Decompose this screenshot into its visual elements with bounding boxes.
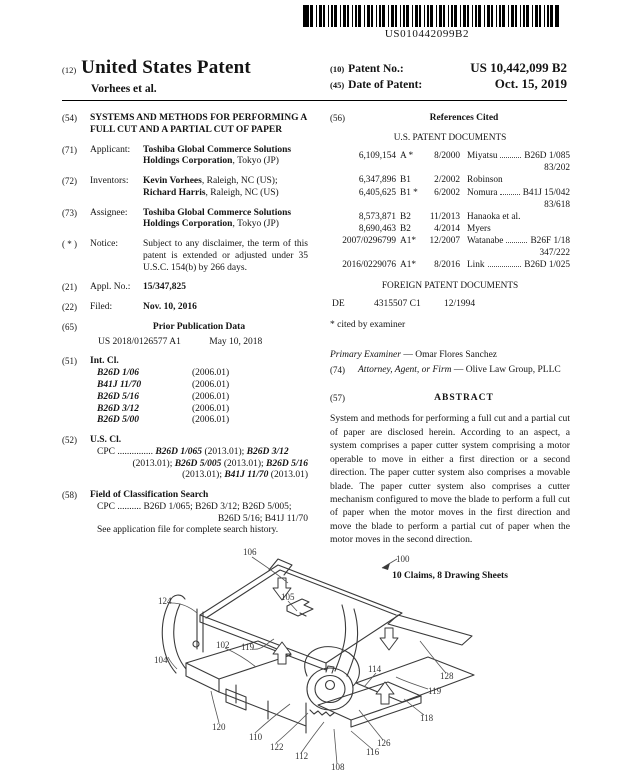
applicant-value: Toshiba Global Commerce Solutions Holdings Corporation, Tokyo (JP) [143,144,292,167]
figure-ref-label: 124 [158,596,172,606]
section-57-abstract: (57) ABSTRACT [330,393,570,405]
figure-ref-label: 114 [368,664,382,674]
publication-number: US 2018/0126577 A1 [98,336,181,347]
references-cited-heading: References Cited [429,113,499,123]
applicant-label: Applicant: [90,144,131,155]
inventor-entry: Kevin Vorhees, Raleigh, NC (US); [143,176,278,187]
figure-ref-label: 116 [366,747,380,757]
invention-title: SYSTEMS AND METHODS FOR PERFORMING A FULL CUT AND A PARTIAL CUT OF PAPER [90,113,307,135]
field-search-heading: Field of Classification Search [90,490,209,501]
barcode [303,5,559,27]
intcl-row: B26D 5/16 (2006.01) [97,391,230,402]
cpc-line: (2013.01); B26D 5/005 (2013.01); B26D 5/16 [132,458,308,469]
foreign-patent-documents-heading: FOREIGN PATENT DOCUMENTS [381,281,519,292]
reference-row: 8,690,463 B2 4/2014 Myers [358,223,491,234]
intcl-rows [90,368,308,427]
inventor-line: Vorhees et al. [91,83,157,95]
primary-examiner-line [330,350,570,362]
inventors-label: Inventors: [90,176,129,187]
cutter-mechanism-drawing [140,543,504,775]
attorney-line: (74) Attorney, Agent, or Firm — Olive Law Group, PLLC [330,364,561,375]
section-51-int-cl: (51) Int. Cl. B26D 1/06 (2006.01) B41J 11/70 (2006.01) B26D 5/16 (2006.01) B26D 3/12 (2006.01) B26D 5/00 (2006.01) [62,356,308,427]
section-notice: ( * ) Notice: Subject to any disclaimer, the term of this patent is extended or adjusted under 35 U.S.C. 154(b) by 266 days. [62,239,308,273]
appl-no-label: Appl. No.: [90,282,131,293]
figure-ref-label: 100 [396,554,410,564]
figure-ref-label: 112 [295,751,309,761]
section-54-title: (54) SYSTEMS AND METHODS FOR PERFORMING A FULL CUT AND A PARTIAL CUT OF PAPER [62,113,307,135]
us-cl-heading: U.S. Cl. [90,435,122,446]
date-paren: (45) [330,80,345,91]
patent-no-label: Patent No.: [348,63,404,75]
primary-examiner-value: — Omar Flores Sanchez [403,350,498,361]
section-71-applicant: (71) Applicant: Toshiba Global Commerce Solutions Holdings Corporation, Tokyo (JP) [62,145,308,169]
section-58-field-of-search: (58) Field of Classification Search CPC .......... B26D 1/065; B26D 3/12; B26D 5/005; B26D 5/16; B41J 11/70 See application file for complete search history. [62,490,308,536]
figure-ref-label: 128 [440,671,454,681]
int-cl-heading: Int. Cl. [90,356,119,367]
right-column [330,113,570,582]
intcl-row: B26D 3/12 (2006.01) [97,403,230,414]
page-title: United States Patent [81,57,251,78]
patent-header-meta [330,60,567,93]
figure-ref-label: 122 [270,742,284,752]
intcl-row: B26D 1/06 (2006.01) [97,368,230,379]
section-73-assignee: (73) Assignee: Toshiba Global Commerce Solutions Holdings Corporation, Tokyo (JP) [62,208,308,232]
patent-number-row [330,60,567,76]
foreign-date: 12/1994 [444,298,476,309]
reference-continuation: 347/222 [539,247,570,258]
figure-ref-label: 110 [249,732,263,742]
reference-row: 6,109,154 A * 8/2000 Miyatsu B26D 1/085 [358,151,570,162]
cited-by-examiner-note: * cited by examiner [330,320,406,331]
filed-label: Filed: [90,302,113,313]
section-21-appl-no: (21) Appl. No.: 15/347,825 [62,282,308,294]
leader-lines [168,557,446,764]
figure-ref-label: 102 [216,640,230,650]
filed-value: Nov. 10, 2016 [143,302,197,313]
notice-label: Notice: [90,239,118,250]
reference-row: 6,347,896 B1 2/2002 Robinson [358,175,503,186]
search-history-note: See application file for complete search history. [97,525,279,536]
assignee-value: Toshiba Global Commerce Solutions Holdings Corporation, Tokyo (JP) [143,207,292,230]
inventor-entry: Richard Harris, Raleigh, NC (US) [143,187,279,198]
section-65-prior-publication: (65) Prior Publication Data US 2018/0126577 A1 May 10, 2018 [62,322,308,349]
header-divider [62,100,567,101]
figure-ref-label: 118 [420,713,434,723]
foreign-reference-row [332,299,570,311]
assignee-label: Assignee: [90,207,128,218]
attorney-label: Attorney, Agent, or Firm [358,364,452,375]
appl-no-value: 15/347,825 [143,282,187,293]
figure-ref-label: 119 [241,642,255,652]
cpc-line: CPC ............... B26D 1/065 (2013.01); B26D 3/12 [97,446,289,457]
intcl-row: B26D 5/00 (2006.01) [97,415,230,426]
prior-publication-heading: Prior Publication Data [152,321,246,332]
notice-text: Subject to any disclaimer, the term of this patent is extended or adjusted under 35 U.S.C. 154(b) by 266 days. [143,239,308,273]
date-value: Oct. 15, 2019 [494,76,567,92]
search-cpc-line: B26D 5/16; B41J 11/70 [217,513,308,524]
section-52-us-cl: (52) U.S. Cl. CPC ............... B26D 1/065 (2013.01); B26D 3/12 (2013.01); B26D 5/005 (2013.01); B26D 5/16 (2013.01); B41J 11/70 (2013.01) [62,435,308,481]
figure-ref-label: 104 [154,655,168,665]
abstract-heading: ABSTRACT [434,392,494,403]
barcode-number: US010442099B2 [384,28,470,40]
section-56-references: (56) References Cited [330,113,570,125]
figure-ref-label: 105 [281,592,295,602]
patent-no-paren: (10) [330,64,345,74]
section-72-inventors: (72) Inventors: Kevin Vorhees, Raleigh, NC (US); Richard Harris, Raleigh, NC (US) [62,176,308,200]
patent-drawing-figure [140,543,504,775]
reference-row: 6,405,625 B1 * 6/2002 Nomura B41J 15/042 [358,187,570,198]
primary-examiner-label: Primary Examiner [330,350,401,361]
reference-row: 2007/0296799 A1* 12/2007 Watanabe B26F 1/18 [342,235,570,246]
us-patent-rows [330,150,570,271]
publication-date: May 10, 2018 [209,336,263,347]
reference-continuation: 83/618 [544,199,570,210]
cpc-line: (2013.01); B41J 11/70 (2013.01) [182,470,308,481]
us-patent-documents-heading: U.S. PATENT DOCUMENTS [393,132,507,143]
reference-continuation: 83/202 [544,163,570,174]
patent-date-row [330,76,567,92]
intcl-row: B41J 11/70 (2006.01) [97,380,230,391]
figure-ref-label: 126 [377,738,391,748]
foreign-country: DE [332,298,345,309]
figure-ref-label: 119 [428,686,442,696]
claims-sheets-line: 10 Claims, 8 Drawing Sheets [392,570,508,581]
left-column [62,113,308,545]
reference-row: 2016/0229076 A1* 8/2016 Link B26D 1/025 [342,259,570,270]
attorney-value: — Olive Law Group, PLLC [453,364,561,375]
foreign-number: 4315507 C1 [374,298,421,309]
section-22-filed: (22) Filed: Nov. 10, 2016 [62,302,308,314]
figure-ref-label: 120 [212,722,226,732]
figure-arrowhead [382,563,390,570]
date-label: Date of Patent: [348,79,423,92]
search-cpc-line: CPC .......... B26D 1/065; B26D 3/12; B26D 5/005; [97,501,292,512]
kind-code-paren: (12) [62,65,77,75]
figure-ref-label: 106 [243,547,257,557]
patent-header-title [62,56,251,80]
figure-ref-label: 108 [331,762,345,772]
reference-row: 8,573,871 B2 11/2013 Hanaoka et al. [358,211,521,222]
patent-no-value: US 10,442,099 B2 [470,60,567,75]
drawing-body [162,559,474,733]
abstract-text: System and methods for performing a full cut and a partial cut of paper are disclosed herein. According to an aspect, a system comprises a paper cutter system comprising a motor operable to move in either a first direction or a second direction. The paper cutter system also comprises a movable blade. The paper cutter system also comprises a cutter mechanism configured to move the blade to perform a full cut of paper when the motor moves in the first direction and move the blade to perform a partial cut of paper when the motor moves in the second direction. [330,413,570,546]
